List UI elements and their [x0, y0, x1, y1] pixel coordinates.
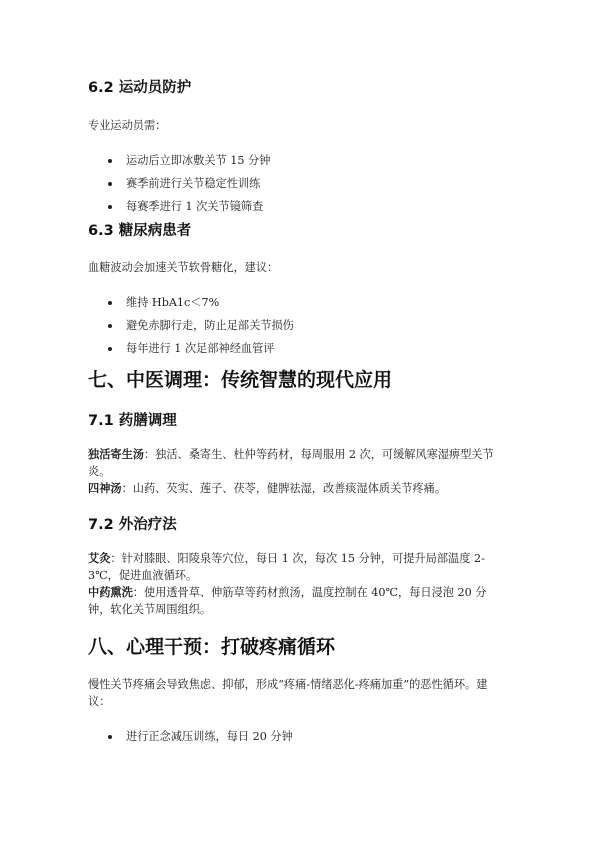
list-item	[88, 728, 508, 745]
paragraph-psychology-intro: 慢性关节疼痛会导致焦虑、抑郁，形成“疼痛-情绪恶化-疼痛加重”的恶性循环。建议：	[88, 678, 488, 708]
term-description: ：使用透骨草、伸筋草等药材煎汤，温度控制在 40℃，每日浸泡 20 分钟，软化关节周围组织。	[88, 586, 487, 616]
term-label: 中药熏洗	[88, 585, 133, 599]
list-psychology-advice	[88, 728, 508, 745]
bullet-icon	[108, 205, 112, 209]
list-item-text: 进行正念减压训练，每日 20 分钟	[126, 730, 293, 743]
list-item	[88, 340, 508, 357]
term-label: 艾灸	[88, 551, 111, 565]
paragraph-herbal-entry-1	[88, 446, 508, 480]
list-item-text: 每年进行 1 次足部神经血管评	[126, 342, 275, 355]
list-item-text: 运动后立即冰敷关节 15 分钟	[126, 154, 271, 167]
list-diabetes-advice	[88, 294, 508, 357]
section-heading-6-3: 6.3 糖尿病患者	[88, 223, 192, 239]
section-heading-7-2: 7.2 外治疗法	[88, 517, 177, 533]
bullet-icon	[108, 159, 112, 163]
list-item-text: 每赛季进行 1 次关节镜筛查	[126, 200, 264, 213]
list-item-text: 避免赤脚行走，防止足部关节损伤	[126, 319, 294, 332]
chapter-heading-8: 八、心理干预：打破疼痛循环	[88, 636, 336, 658]
list-athlete-protection	[88, 152, 508, 215]
paragraph-diabetes-intro: 血糖波动会加速关节软骨糖化，建议：	[88, 261, 279, 274]
chapter-heading-7: 七、中医调理：传统智慧的现代应用	[88, 369, 393, 391]
bullet-icon	[108, 182, 112, 186]
list-item	[88, 294, 508, 311]
paragraph-herbal-entry-2	[88, 480, 508, 497]
term-label: 四神汤	[88, 481, 122, 495]
paragraph-external-entry-1	[88, 550, 508, 584]
term-label: 独活寄生汤	[88, 447, 144, 461]
section-heading-6-2: 6.2 运动员防护	[88, 80, 192, 96]
bullet-icon	[108, 735, 112, 739]
list-item	[88, 317, 508, 334]
section-heading-7-1: 7.1 药膳调理	[88, 413, 177, 429]
bullet-icon	[108, 301, 112, 305]
document-content	[88, 78, 508, 751]
bullet-icon	[108, 324, 112, 328]
list-item	[88, 152, 508, 169]
term-description: ：独活、桑寄生、杜仲等药材，每周服用 2 次，可缓解风寒湿痹型关节炎。	[88, 448, 494, 478]
term-description: ：山药、芡实、莲子、茯苓，健脾祛湿，改善痰湿体质关节疼痛。	[121, 482, 447, 495]
paragraph-athlete-intro: 专业运动员需：	[88, 119, 167, 132]
paragraph-external-entry-2	[88, 584, 508, 618]
bullet-icon	[108, 347, 112, 351]
list-item	[88, 198, 508, 215]
list-item	[88, 175, 508, 192]
list-item-text: 赛季前进行关节稳定性训练	[126, 177, 261, 190]
term-description: ：针对膝眼、阳陵泉等穴位，每日 1 次，每次 15 分钟，可提升局部温度 2-3℃，促进血液循环。	[88, 552, 485, 582]
list-item-text: 维持 HbA1c＜7%	[126, 296, 220, 309]
